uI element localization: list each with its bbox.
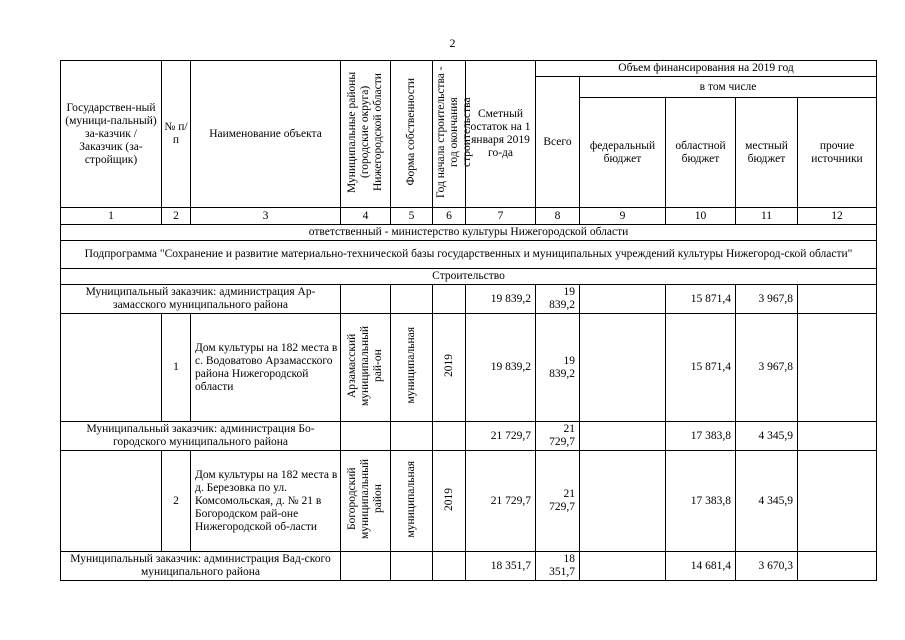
total-cell: 21 729,7 [536, 451, 580, 552]
header-districts [341, 61, 391, 208]
header-federal: федеральный бюджет [580, 98, 666, 208]
col-number: 6 [433, 208, 466, 225]
regional-cell: 15 871,4 [666, 314, 736, 422]
regional-cell: 15 871,4 [666, 285, 736, 314]
col-number: 3 [191, 208, 341, 225]
header-total: Всего [536, 77, 580, 208]
header-num: № п/п [162, 61, 191, 208]
remainder-cell: 21 729,7 [466, 451, 536, 552]
district-text: Арзамасский муниципальный рай-он [346, 325, 384, 406]
local-cell: 3 967,8 [736, 314, 798, 422]
regional-cell: 17 383,8 [666, 451, 736, 552]
subprogram-row: Подпрограмма "Сохранение и развитие материально-технической базы государственных и муниципальных учреждений культуры Нижегород-ской области" [61, 241, 877, 269]
col-number: 1 [61, 208, 162, 225]
header-remainder: Сметный остаток на 1 января 2019 го-да [466, 61, 536, 208]
num-cell: 1 [162, 314, 191, 422]
table-row [61, 422, 877, 451]
empty-cell [391, 552, 433, 581]
col-number: 11 [736, 208, 798, 225]
col-number: 7 [466, 208, 536, 225]
total-cell: 19 839,2 [536, 314, 580, 422]
table-row [61, 552, 877, 581]
empty-cell [391, 285, 433, 314]
empty-cell [61, 451, 162, 552]
header-customer: Государствен-ный (муници-пальный) за-казчик / Заказчик (за-стройщик) [61, 61, 162, 208]
col-number: 4 [341, 208, 391, 225]
remainder-cell: 18 351,7 [466, 552, 536, 581]
responsible-row: ответственный - министерство культуры Нижегородской области [61, 225, 877, 241]
other-cell [798, 422, 877, 451]
header-local: местный бюджет [736, 98, 798, 208]
header-ownership-text: Форма собственности [405, 78, 417, 186]
federal-cell [580, 451, 666, 552]
local-cell: 3 967,8 [736, 285, 798, 314]
empty-cell [433, 552, 466, 581]
federal-cell [580, 552, 666, 581]
regional-cell: 14 681,4 [666, 552, 736, 581]
other-cell [798, 552, 877, 581]
col-number: 8 [536, 208, 580, 225]
regional-cell: 17 383,8 [666, 422, 736, 451]
header-regional: областной бюджет [666, 98, 736, 208]
col-number: 9 [580, 208, 666, 225]
header-years-text: Год начала строительства - год окончания строительства [435, 66, 473, 198]
ownership-cell [391, 451, 433, 552]
table-row [61, 285, 877, 314]
header-including: в том числе [580, 77, 877, 98]
year-text: 2019 [442, 354, 455, 377]
empty-cell [61, 314, 162, 422]
other-cell [798, 285, 877, 314]
remainder-cell: 19 839,2 [466, 285, 536, 314]
remainder-cell: 21 729,7 [466, 422, 536, 451]
ownership-text: муниципальная [405, 327, 417, 404]
federal-cell [580, 314, 666, 422]
empty-cell [341, 552, 391, 581]
year-text: 2019 [442, 487, 455, 511]
total-cell: 18 351,7 [536, 552, 580, 581]
other-cell [798, 451, 877, 552]
year-cell [433, 314, 466, 422]
remainder-cell: 19 839,2 [466, 314, 536, 422]
local-cell: 4 345,9 [736, 451, 798, 552]
header-districts-text: Муниципальные районы (городские округа) Нижегородской области [346, 71, 384, 193]
col-number: 12 [798, 208, 877, 225]
table-row [61, 451, 877, 552]
header-ownership [391, 61, 433, 208]
customer-cell: Муниципальный заказчик: администрация Ар-замасского муниципального района [61, 285, 341, 314]
district-cell [341, 314, 391, 422]
col-number: 2 [162, 208, 191, 225]
financing-table [60, 60, 877, 581]
header-object-name: Наименование объекта [191, 61, 341, 208]
empty-cell [433, 422, 466, 451]
customer-cell: Муниципальный заказчик: администрация Вад-ского муниципального района [61, 552, 341, 581]
col-number: 5 [391, 208, 433, 225]
header-years [433, 61, 473, 208]
column-number-row [61, 208, 877, 225]
header-financing: Объем финансирования на 2019 год [536, 61, 877, 77]
col-number: 10 [666, 208, 736, 225]
empty-cell [341, 285, 391, 314]
object-name-cell: Дом культуры на 182 места в д. Березовка по ул. Комсомольская, д. № 21 в Богородском рай-оне Нижегородской об-ласти [191, 451, 341, 552]
local-cell: 3 670,3 [736, 552, 798, 581]
empty-cell [341, 422, 391, 451]
other-cell [798, 314, 877, 422]
ownership-text: муниципальная [405, 460, 417, 538]
table-row [61, 314, 877, 422]
header-other: прочие источники [798, 98, 877, 208]
ownership-cell [391, 314, 433, 422]
year-cell [433, 451, 466, 552]
federal-cell [580, 422, 666, 451]
district-text: Богородский муниципальный район [346, 458, 384, 540]
empty-cell [433, 285, 466, 314]
district-cell [341, 451, 391, 552]
total-cell: 21 729,7 [536, 422, 580, 451]
section-row: Строительство [61, 269, 877, 285]
local-cell: 4 345,9 [736, 422, 798, 451]
federal-cell [580, 285, 666, 314]
page-number: 2 [449, 36, 456, 50]
object-name-cell: Дом культуры на 182 места в с. Водоватово Арзамасского района Нижегородской области [191, 314, 341, 422]
customer-cell: Муниципальный заказчик: администрация Бо-городского муниципального района [61, 422, 341, 451]
total-cell: 19 839,2 [536, 285, 580, 314]
num-cell: 2 [162, 451, 191, 552]
empty-cell [391, 422, 433, 451]
